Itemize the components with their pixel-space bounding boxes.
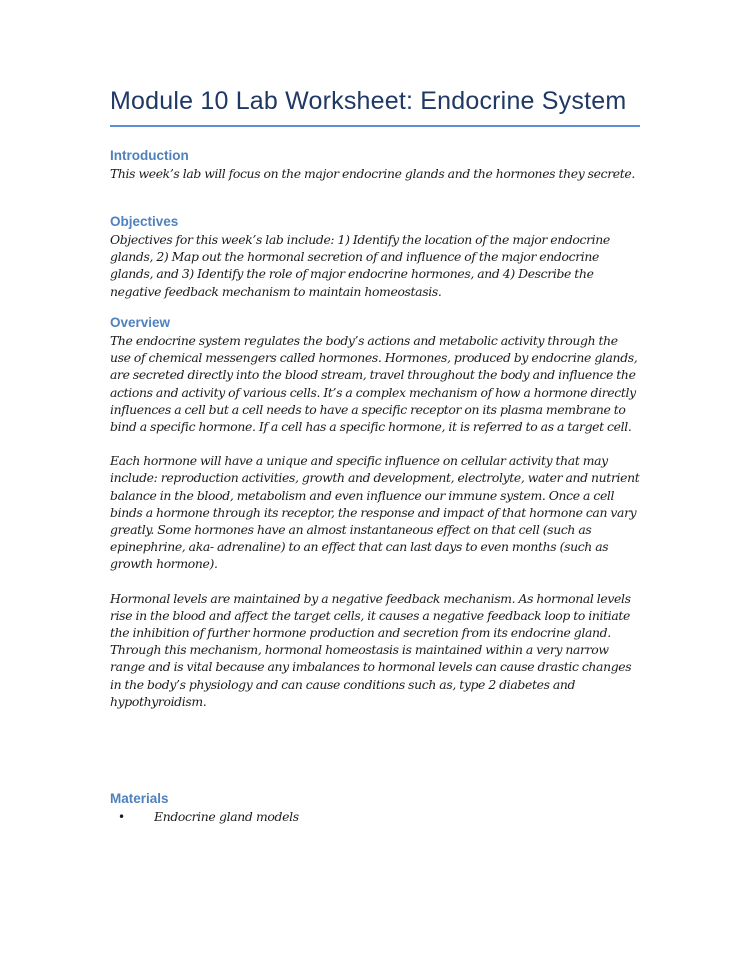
title-underline-rule xyxy=(110,125,640,127)
section-heading-objectives: Objectives xyxy=(110,214,179,229)
overview-paragraph-1: The endocrine system regulates the body’s actions and metabolic activity through the use of chemical messengers called hormones. Hormones, produced by endocrine glands, are secreted directly into the blood stream, travel throughout the body and influence the actions and activity of various cells. It’s a complex mechanism of how a hormone directly influences a cell but a cell needs to have a specific receptor on its plasma membrane to bind a specific hormone. If a cell has a specific hormone, it is referred to as a target cell. xyxy=(110,333,638,435)
list-item-label: Endocrine gland models xyxy=(154,809,299,824)
materials-list xyxy=(110,808,640,826)
objectives-paragraph: Objectives for this week’s lab include: 1) Identify the location of the major endocrine glands, 2) Map out the hormonal secretion of and influence of the major endocrine glands, and 3) Identify the role of major endocrine hormones, and 4) Describe the negative feedback mechanism to maintain homeostasis. xyxy=(110,232,610,299)
section-objectives xyxy=(110,213,640,300)
section-heading-overview: Overview xyxy=(110,315,171,330)
list-item xyxy=(110,808,640,826)
overview-paragraph-3: Hormonal levels are maintained by a negative feedback mechanism. As hormonal levels rise in the blood and affect the target cells, it causes a negative feedback loop to initiate the inhibition of further hormone production and secretion from its endocrine gland. Through this mechanism, hormonal homeostasis is maintained within a very narrow range and is vital because any imbalances to hormonal levels can cause drastic changes in the body’s physiology and can cause conditions such as, type 2 diabetes and hypothyroidism. xyxy=(110,590,632,709)
section-heading-introduction: Introduction xyxy=(110,148,189,163)
introduction-paragraph: This week’s lab will focus on the major endocrine glands and the hormones they secrete. xyxy=(110,166,635,181)
section-introduction xyxy=(110,147,640,182)
section-heading-materials: Materials xyxy=(110,791,169,806)
overview-paragraph-2: Each hormone will have a unique and specific influence on cellular activity that may include: reproduction activities, growth and development, electrolyte, water and nutrient balance in the blood, metabolism and even influence our immune system. Once a cell binds a hormone through its receptor, the response and impact of that hormone can vary greatly. Some hormones have an almost instantaneous effect on that cell (such as epinephrine, aka- adrenaline) to an effect that can last days to even months (such as growth hormone). xyxy=(110,453,640,572)
document-title: Module 10 Lab Worksheet: Endocrine System xyxy=(110,87,627,115)
section-materials xyxy=(110,790,640,826)
bullet-icon: • xyxy=(118,810,125,824)
section-overview xyxy=(110,314,640,710)
